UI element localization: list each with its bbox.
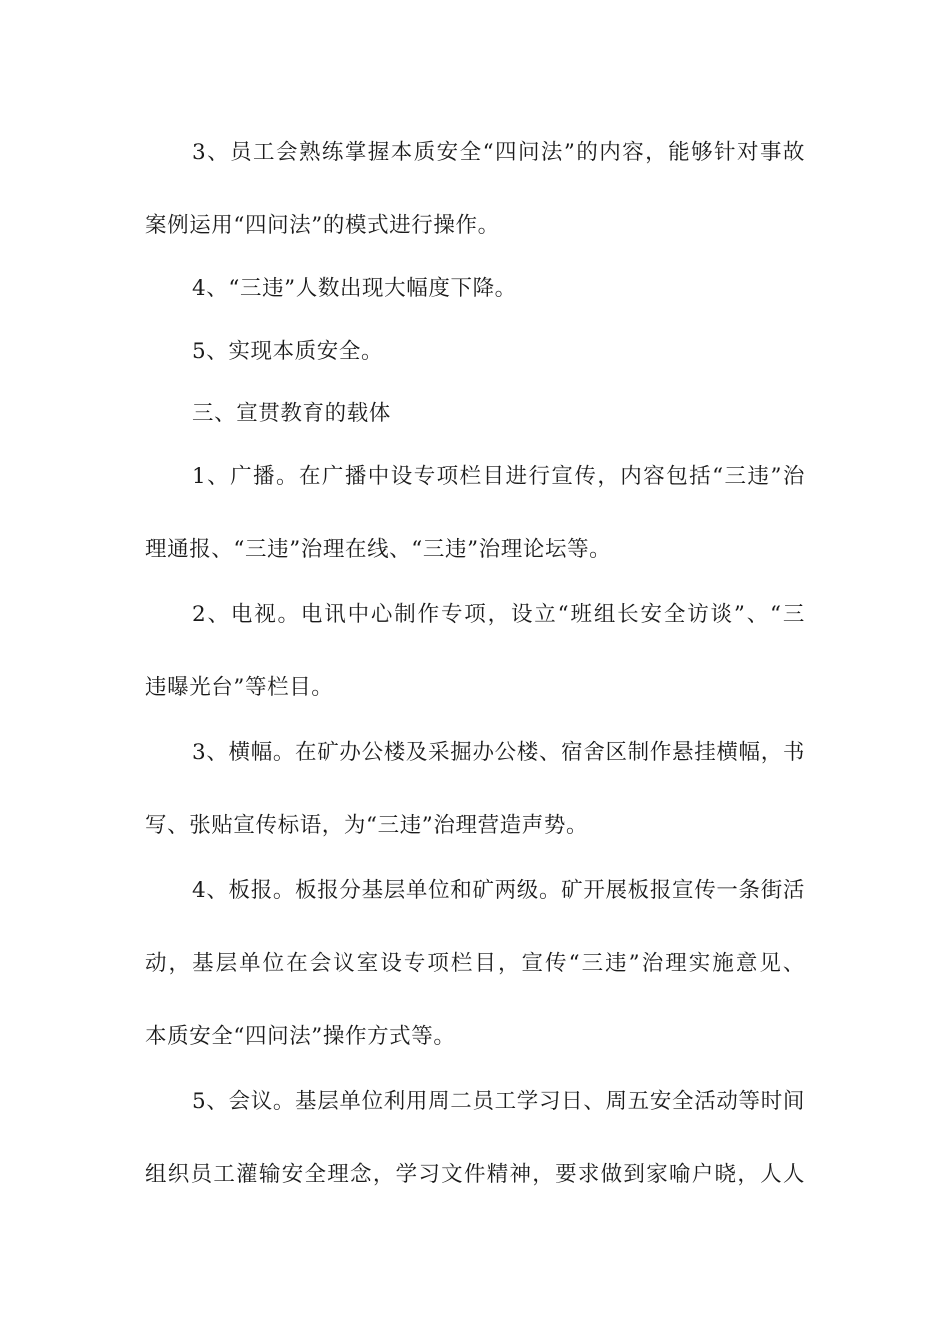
paragraph-line: 5、实现本质安全。 <box>192 339 384 364</box>
paragraph-line: 案例运用“四问法”的模式进行操作。 <box>145 213 500 238</box>
paragraph-line: 2、电视。电讯中心制作专项，设立“班组长安全访谈”、“三 <box>192 602 805 627</box>
paragraph-line: 组织员工灌输安全理念，学习文件精神，要求做到家喻户晓，人人 <box>145 1162 805 1187</box>
paragraph-line: 4、板报。板报分基层单位和矿两级。矿开展板报宣传一条街活 <box>192 878 805 903</box>
paragraph-line: 本质安全“四问法”操作方式等。 <box>145 1024 456 1049</box>
paragraph-line: 5、会议。基层单位利用周二员工学习日、周五安全活动等时间 <box>192 1089 805 1114</box>
section-heading: 三、宣贯教育的载体 <box>192 401 391 426</box>
paragraph-line: 写、张贴宣传标语，为“三违”治理营造声势。 <box>145 813 589 838</box>
paragraph-line: 违曝光台”等栏目。 <box>145 675 334 700</box>
paragraph-line: 1、广播。在广播中设专项栏目进行宣传，内容包括“三违”治 <box>192 464 805 489</box>
paragraph-line: 3、员工会熟练掌握本质安全“四问法”的内容，能够针对事故 <box>192 140 805 165</box>
paragraph-line: 动，基层单位在会议室设专项栏目，宣传“三违”治理实施意见、 <box>145 951 805 976</box>
paragraph-line: 3、横幅。在矿办公楼及采掘办公楼、宿舍区制作悬挂横幅，书 <box>192 740 805 765</box>
paragraph-line: 理通报、“三违”治理在线、“三违”治理论坛等。 <box>145 537 612 562</box>
paragraph-line: 4、“三违”人数出现大幅度下降。 <box>192 276 517 301</box>
